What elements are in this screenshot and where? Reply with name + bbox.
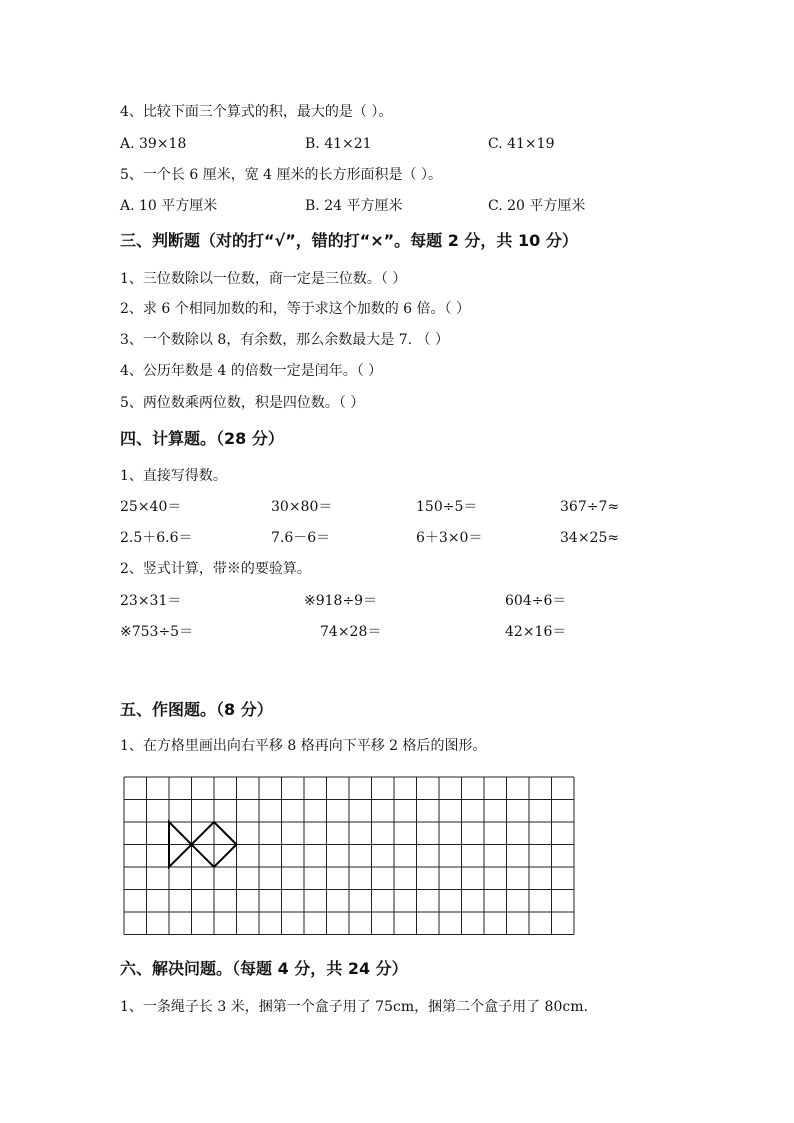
vertical-calc-item: ※753÷5＝ [120, 624, 194, 640]
calc-subheading-1: 1、直接写得数。 [120, 468, 227, 484]
vertical-calc-item: 42×16＝ [505, 624, 567, 640]
question-5-option-c[interactable]: C. 20 平方厘米 [488, 198, 586, 214]
calc-item: 367÷7≈ [560, 499, 620, 515]
calc-item: 7.6－6＝ [271, 530, 331, 546]
question-4-stem: 4、比较下面三个算式的积，最大的是（ ）。 [120, 104, 393, 120]
vertical-calc-item: 23×31＝ [120, 593, 182, 609]
judge-item-5: 5、两位数乘两位数，积是四位数。（ ） [120, 395, 365, 411]
calc-item: 25×40＝ [120, 499, 182, 515]
question-4-option-b[interactable]: B. 41×21 [305, 136, 372, 152]
calc-item: 30×80＝ [271, 499, 333, 515]
judge-item-2: 2、求 6 个相同加数的和，等于求这个加数的 6 倍。（ ） [120, 301, 470, 317]
question-5-option-a[interactable]: A. 10 平方厘米 [120, 198, 218, 214]
calc-subheading-2: 2、竖式计算，带※的要验算。 [120, 561, 311, 577]
vertical-calc-item: 74×28＝ [320, 624, 382, 640]
calc-item: 6＋3×0＝ [416, 530, 483, 546]
section-3-heading: 三、判断题（对的打“√”，错的打“×”。每题 2 分，共 10 分） [120, 231, 578, 250]
drawing-grid[interactable] [123, 776, 579, 937]
section-6-heading: 六、解决问题。（每题 4 分，共 24 分） [120, 959, 408, 978]
judge-item-1: 1、三位数除以一位数，商一定是三位数。（ ） [120, 271, 407, 287]
question-5-option-b[interactable]: B. 24 平方厘米 [305, 198, 403, 214]
calc-item: 2.5＋6.6＝ [120, 530, 193, 546]
question-4-option-a[interactable]: A. 39×18 [120, 136, 187, 152]
section-4-heading: 四、计算题。（28 分） [120, 429, 284, 448]
calc-item: 150÷5＝ [416, 499, 478, 515]
question-5-stem: 5、一个长 6 厘米，宽 4 厘米的长方形面积是（ ）。 [120, 167, 442, 183]
drawing-item-1: 1、在方格里画出向右平移 8 格再向下平移 2 格后的图形。 [120, 738, 487, 754]
vertical-calc-item: ※918÷9＝ [304, 593, 378, 609]
question-4-option-c[interactable]: C. 41×19 [488, 136, 555, 152]
judge-item-4: 4、公历年数是 4 的倍数一定是闰年。（ ） [120, 363, 383, 379]
vertical-calc-item: 604÷6＝ [505, 593, 567, 609]
problem-item-1: 1、一条绳子长 3 米，捆第一个盒子用了 75cm，捆第二个盒子用了 80cm. [120, 999, 588, 1015]
section-5-heading: 五、作图题。（8 分） [120, 700, 273, 719]
calc-item: 34×25≈ [560, 530, 620, 546]
judge-item-3: 3、一个数除以 8，有余数，那么余数最大是 7. （ ） [120, 332, 449, 348]
